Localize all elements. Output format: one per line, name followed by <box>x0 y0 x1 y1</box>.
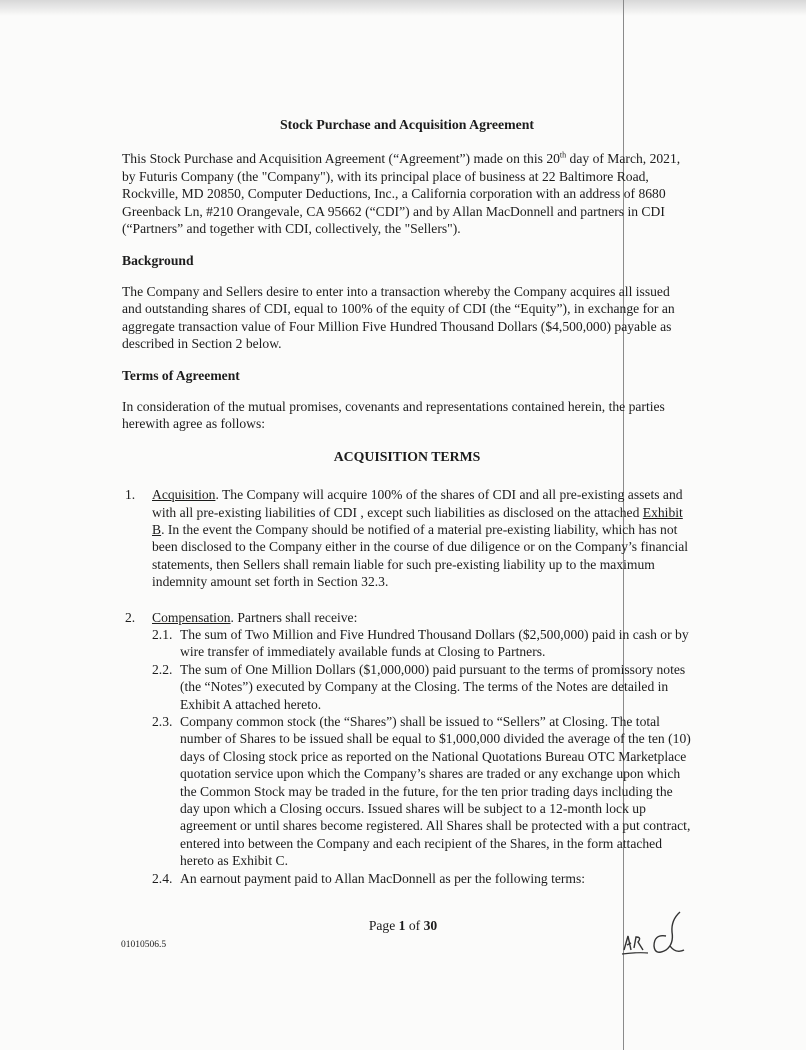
list-item-number: 2. <box>125 609 136 625</box>
subitem-number: 2.2. <box>152 661 173 677</box>
subitem-2-2 <box>152 661 692 713</box>
page-label: Page <box>368 918 399 933</box>
document-title: Stock Purchase and Acquisition Agreement <box>280 117 534 132</box>
terms-paragraph: In consideration of the mutual promises, covenants and representations contained herein, the parties herewith agree as follows: <box>122 398 665 432</box>
list-item-acquisition <box>122 486 692 590</box>
subitem-number: 2.4. <box>152 870 173 886</box>
acquisition-label: Acquisition <box>152 487 216 503</box>
subitem-text: An earnout payment paid to Allan MacDonnell as per the following terms: <box>180 870 586 886</box>
scan-edge <box>0 0 806 16</box>
compensation-intro <box>152 609 692 626</box>
subitem-number: 2.1. <box>152 626 173 642</box>
subitem-text: The sum of Two Million and Five Hundred Thousand Dollars ($2,500,000) paid in cash or by wire transfer of immediately available funds at Closing to Partners. <box>180 626 689 660</box>
intro-paragraph <box>122 150 692 237</box>
page-of: of <box>405 918 424 933</box>
compensation-text: . Partners shall receive: <box>230 609 358 625</box>
intro-sup: th <box>559 150 567 160</box>
subitem-2-4 <box>152 870 692 887</box>
list-item-compensation <box>122 609 692 888</box>
handwritten-initials <box>618 906 708 966</box>
document-body <box>122 116 692 905</box>
background-paragraph: The Company and Sellers desire to enter into a transaction whereby the Company acquires all issued and outstanding shares of CDI, equal to 100% of the equity of CDI (the “Equity”), in exchange for an aggregate transaction value of Four Million Five Hundred Thousand Dollars ($4,500,000) payable as described in Section 2 below. <box>122 283 675 352</box>
section-title: ACQUISITION TERMS <box>333 448 481 464</box>
intro-text-b: day of March, 2021, by Futuris Company (the "Company"), with its principal place of business at 22 Baltimore Road, Rockville, MD 20850, Computer Deductions, Inc., a California corporation with an address of 8680 Greenback Ln, #210 Orangevale, CA 95662 (“CDI”) and by Allan MacDonnell and partners in CDI (“Partners” and together with CDI, collectively, the "Sellers"). <box>122 151 681 237</box>
exhibit-b-reference: Exhibit B <box>152 504 683 537</box>
acquisition-text-b: . In the event the Company should be notified of a material pre-existing liability, which has not been disclosed to the Company either in the course of due diligence or on the Company’s financial statements, then Sellers shall remain liable for such pre-existing liability up to the maximum indemnity amount set forth in Section 32.3. <box>152 521 689 590</box>
subitem-2-1 <box>152 626 692 661</box>
terms-heading: Terms of Agreement <box>122 368 240 384</box>
list-item-text <box>152 609 692 888</box>
acquisition-text-a: . The Company will acquire 100% of the shares of CDI and all pre-existing assets and with all pre-existing liabilities of CDI , except such liabilities as disclosed on the attached <box>152 487 683 520</box>
intro-text-a: This Stock Purchase and Acquisition Agreement (“Agreement”) made on this 20 <box>122 151 560 167</box>
subitem-text: The sum of One Million Dollars ($1,000,000) paid pursuant to the terms of promissory notes (the “Notes”) executed by Company at the Closing. The terms of the Notes are detailed in Exhibit A attached hereto. <box>180 661 686 712</box>
subitem-2-3 <box>152 713 692 870</box>
page-number: 1 <box>398 918 406 933</box>
background-heading: Background <box>122 253 194 269</box>
list-item-number: 1. <box>125 487 136 503</box>
list-item-text <box>152 486 692 590</box>
subitem-number: 2.3. <box>152 713 173 729</box>
document-id: 01010506.5 <box>121 940 167 950</box>
subitem-text: Company common stock (the “Shares”) shall be issued to “Sellers” at Closing. The total number of Shares to be issued shall be equal to $1,000,000 divided the average of the ten (10) days of Closing stock price as reported on the National Quotations Bureau OTC Marketplace quotation service upon which the Company’s shares are traded or any exchange upon which the Common Stock may be traded in the future, for the ten prior trading days including the day upon which a Closing occurs. Issued shares will be subject to a 12-month lock up agreement or until shares become registered. All Shares shall be protected with a put contract, entered into between the Company and each recipient of the Shares, in the form attached hereto as Exhibit C. <box>180 713 691 869</box>
compensation-label: Compensation <box>152 609 231 625</box>
page-total: 30 <box>423 918 438 933</box>
